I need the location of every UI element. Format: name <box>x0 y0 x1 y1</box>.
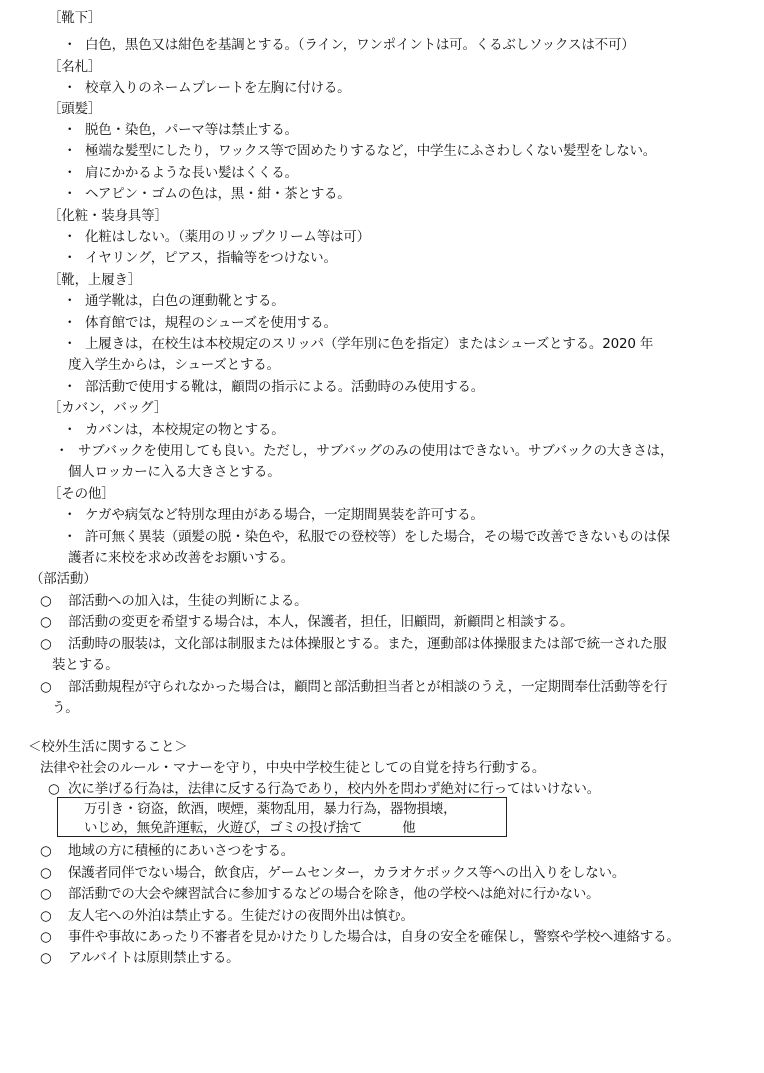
circle-mark: ○ <box>40 908 52 924</box>
rule-text: 校章入りのネームプレートを左胸に付ける。 <box>85 80 351 96</box>
circle-mark: ○ <box>40 929 52 945</box>
rule-text: 次に挙げる行為は，法律に反する行為であり，校内外を問わず絶対に行ってはいけない。 <box>68 781 600 797</box>
section-heading: （部活動） <box>30 571 97 587</box>
rule-text: 部活動で使用する靴は，顧問の指示による。活動時のみ使用する。 <box>85 379 484 395</box>
circle-mark: ○ <box>40 886 52 902</box>
section-heading: ＜校外生活に関すること＞ <box>28 739 188 755</box>
rule-text: サブバックを使用しても良い。ただし，サブバッグのみの使用はできない。サブバックの大きさは， <box>78 443 674 459</box>
rule-text: 友人宅への外泊は禁止する。生徒だけの夜間外出は慎む。 <box>68 908 414 924</box>
bullet-mark: ・ <box>63 250 77 266</box>
rule-text: 事件や事故にあったり不審者を見かけたりした場合は，自身の安全を確保し，警察や学校へ連絡する。 <box>68 929 680 945</box>
bullet-mark: ・ <box>63 186 77 202</box>
section-heading: ［その他］ <box>48 486 115 502</box>
section-heading: ［靴下］ <box>48 10 102 26</box>
circle-mark: ○ <box>40 843 52 859</box>
rule-text: ヘアピン・ゴムの色は，黒・紺・茶とする。 <box>85 186 351 202</box>
rule-text: ケガや病気など特別な理由がある場合，一定期間異装を許可する。 <box>85 507 484 523</box>
bullet-mark: ・ <box>63 315 77 331</box>
box-text: いじめ，無免許運転，火遊び，ゴミの投げ捨て 他 <box>84 820 416 836</box>
circle-mark: ○ <box>40 614 52 630</box>
bullet-mark: ・ <box>63 336 77 352</box>
bullet-mark: ・ <box>63 143 77 159</box>
circle-mark: ○ <box>40 950 52 966</box>
rule-text: 極端な髪型にしたり，ワックス等で固めたりするなど，中学生にふさわしくない髪型をしない。 <box>85 143 657 159</box>
rule-text: 上履きは，在校生は本校規定のスリッパ（学年別に色を指定）またはシューズとする。2020 年 <box>85 336 654 352</box>
rule-text: 保護者同伴でない場合，飲食店，ゲームセンター，カラオケボックス等への出入りをしない。 <box>68 865 626 881</box>
rule-text: 通学靴は，白色の運動靴とする。 <box>85 293 285 309</box>
section-heading: ［靴，上履き］ <box>48 272 142 288</box>
rule-text-continued: 個人ロッカーに入る大きさとする。 <box>68 464 281 480</box>
section-heading: ［カバン，バッグ］ <box>48 400 168 416</box>
circle-mark: ○ <box>40 679 52 695</box>
circle-mark: ○ <box>40 593 52 609</box>
bullet-mark: ・ <box>63 379 77 395</box>
rule-text: イヤリング，ピアス，指輪等をつけない。 <box>85 250 337 266</box>
rule-text: 白色，黒色又は紺色を基調とする。（ライン，ワンポイントは可。くるぶしソックスは不可） <box>85 37 635 53</box>
rule-text: 許可無く異装（頭髪の脱・染色や，私服での登校等）をした場合，その場で改善できないものは保 <box>85 529 670 545</box>
rule-text: 脱色・染色，パーマ等は禁止する。 <box>85 122 298 138</box>
rule-text: 体育館では，規程のシューズを使用する。 <box>85 315 337 331</box>
bullet-mark: ・ <box>63 122 77 138</box>
intro-text: 法律や社会のルール・マナーを守り，中央中学校生徒としての自覚を持ち行動する。 <box>40 760 546 776</box>
rule-text: 化粧はしない。（薬用のリップクリーム等は可） <box>85 229 370 245</box>
section-heading: ［名札］ <box>48 59 102 75</box>
rule-text-continued: 装とする。 <box>52 657 119 673</box>
rule-text: 部活動での大会や練習試合に参加するなどの場合を除き，他の学校へは絶対に行かない。 <box>68 886 600 902</box>
bullet-mark: ・ <box>63 293 77 309</box>
rule-text: 地域の方に積極的にあいさつをする。 <box>68 843 295 859</box>
bullet-mark: ・ <box>63 422 77 438</box>
bullet-mark: ・ <box>63 80 77 96</box>
box-text: 万引き・窃盗，飲酒，喫煙，薬物乱用，暴力行為，器物損壊， <box>84 801 457 817</box>
section-heading: ［頭髪］ <box>48 101 102 117</box>
bullet-mark: ・ <box>63 229 77 245</box>
circle-mark: ○ <box>40 636 52 652</box>
bullet-mark: ・ <box>63 529 77 545</box>
bullet-mark: ・ <box>63 37 77 53</box>
rule-text: 部活動の変更を希望する場合は，本人，保護者，担任，旧顧問，新顧問と相談する。 <box>68 614 574 630</box>
rule-text-continued: 度入学生からは，シューズとする。 <box>68 357 280 373</box>
circle-mark: ○ <box>48 781 60 797</box>
rule-text: アルバイトは原則禁止する。 <box>68 950 240 966</box>
rule-text: 部活動規程が守られなかった場合は，顧問と部活動担当者とが相談のうえ，一定期間奉仕活動等を行 <box>68 679 668 695</box>
rule-text-continued: 護者に来校を求め改善をお願いする。 <box>68 550 295 566</box>
rule-text-continued: う。 <box>52 700 79 716</box>
rule-text: 活動時の服装は，文化部は制服または体操服とする。また，運動部は体操服または部で統一された服 <box>68 636 667 652</box>
rule-text: カバンは，本校規定の物とする。 <box>85 422 285 438</box>
bullet-mark: ・ <box>63 165 77 181</box>
rule-text: 部活動への加入は，生徒の判断による。 <box>68 593 308 609</box>
bullet-mark: ・ <box>55 443 69 459</box>
section-heading: ［化粧・装身具等］ <box>48 208 168 224</box>
rule-text: 肩にかかるような長い髪はくくる。 <box>85 165 298 181</box>
circle-mark: ○ <box>40 865 52 881</box>
bullet-mark: ・ <box>63 507 77 523</box>
